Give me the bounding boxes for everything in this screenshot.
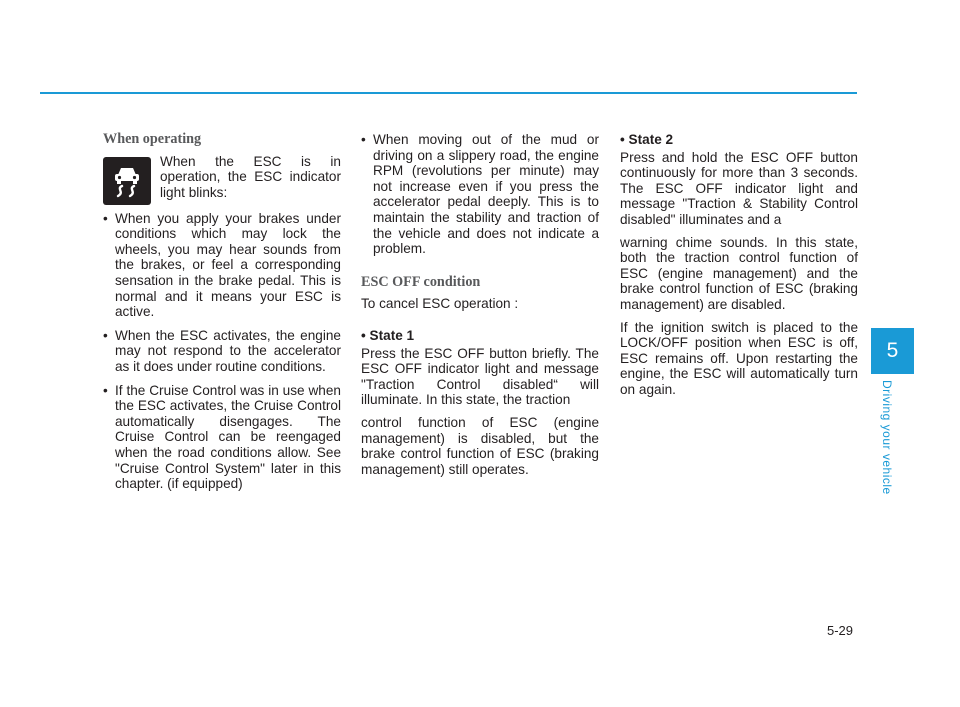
state-2-label: • State 2 [620,132,674,147]
page-number: 5-29 [827,623,854,638]
state-2-paragraph: Press and hold the ESC OFF button continuously for more than 3 seconds. The ESC OFF indicator light and message "Traction & Stability Control disabled" illuminates and a [620,149,858,227]
esc-off-intro: To cancel ESC operation : [361,296,519,312]
state-1-paragraph: Press the ESC OFF button briefly. The ESC OFF indicator light and message "Traction Control disabled“ will illuminate. In this state, the traction [361,345,599,408]
state-1-paragraph-cont: control function of ESC (engine management) is disabled, but the brake control function of ESC (braking management) still operates. [361,414,599,477]
esc-indicator-block [103,154,341,205]
chapter-title: Driving your vehicle [880,380,894,495]
list-item: • If the Cruise Control was in use when the ESC activates, the Cruise Control automatically disengages. The Cruise Control can be reengaged when the road conditions allow. See "Cruise Control System" later in this chapter. (if equipped) [103,383,341,492]
column-3 [620,132,858,405]
state-2-paragraph-cont: warning chime sounds. In this state, both the traction control function of ESC (engine management) and the brake control function of ESC (braking management) are disabled. [620,234,858,312]
top-divider [40,92,857,94]
section-heading-when-operating: When operating [103,131,202,147]
list-item: • When you apply your brakes under conditions which may lock the wheels, you may hear sounds from the brakes, or feel a corresponding sensation in the brake pedal. This is normal and it means your ESC is active. [103,211,341,320]
section-heading-esc-off: ESC OFF condition [361,273,481,290]
when-operating-list [103,211,341,492]
state-1-label: • State 1 [361,327,415,343]
esc-indicator-icon [103,157,151,205]
ignition-paragraph: If the ignition switch is placed to the LOCK/OFF position when ESC is off, ESC remains off. Upon restarting the engine, the ESC will automatically turn on again. [620,319,858,397]
esc-indicator-intro: When the ESC is in operation, the ESC indicator light blinks: [160,153,341,200]
list-item: • When moving out of the mud or driving on a slippery road, the engine RPM (revolutions per minute) may not increase even if you press the accelerator pedal deeply. This is to maintain the stability and traction of the vehicle and does not indicate a problem. [361,132,599,257]
column-2 [361,132,599,484]
slippery-road-list [361,132,599,257]
list-item: • When the ESC activates, the engine may not respond to the accelerator as it does under routine conditions. [103,328,341,375]
column-1 [103,132,341,500]
chapter-number-tab: 5 [871,328,914,374]
